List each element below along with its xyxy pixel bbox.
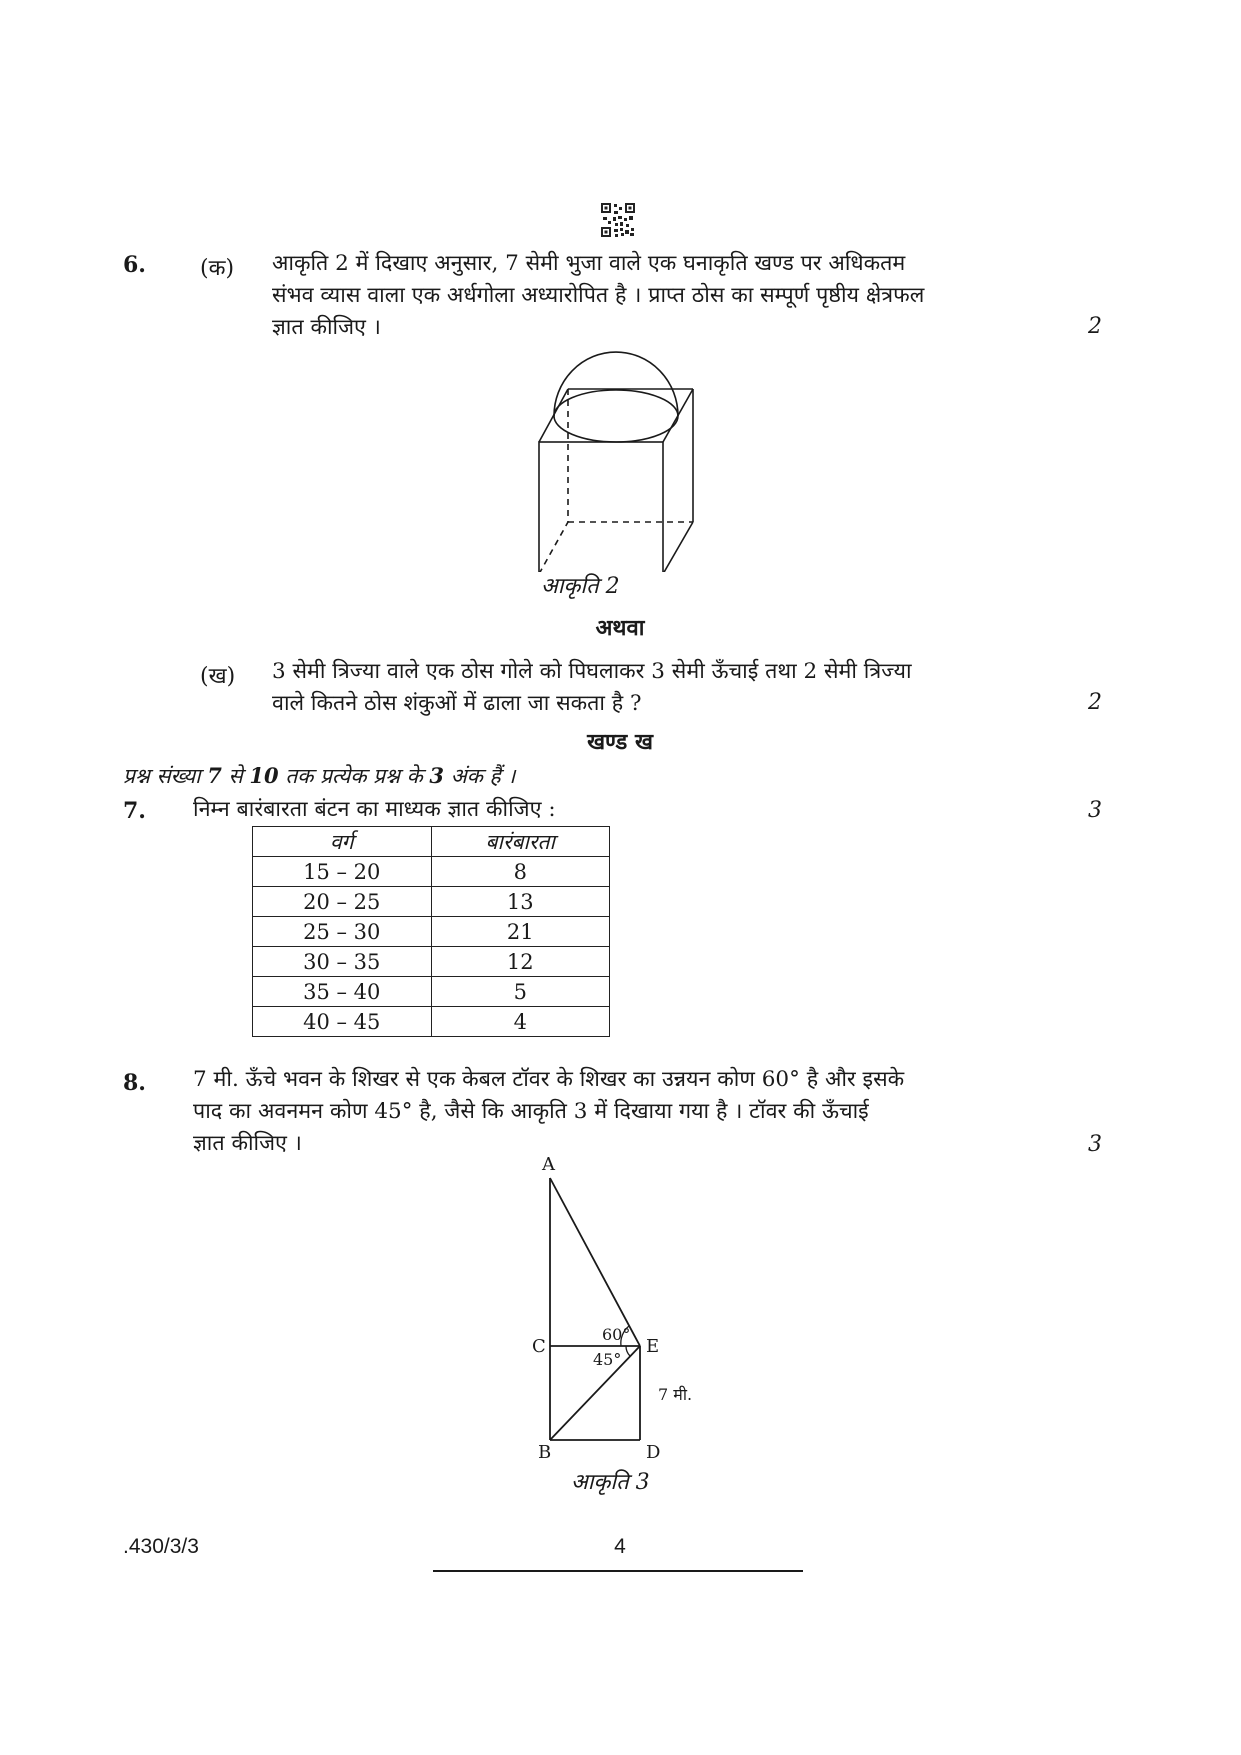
table-cell: 25 – 30: [253, 917, 432, 947]
q7-marks: 3: [1088, 798, 1102, 823]
footer-divider: [433, 1570, 803, 1572]
qr-code-icon: [601, 203, 635, 237]
instruction-bold-number: 3: [429, 763, 445, 788]
table-cell: 4: [431, 1007, 610, 1037]
table-header-frequency: बारंबारता: [431, 827, 610, 857]
or-text: अथवा: [595, 615, 645, 641]
instruction-bold-number: 10: [249, 763, 279, 788]
table-row: [253, 887, 610, 917]
label-b: B: [538, 1442, 552, 1460]
frequency-table: [252, 826, 610, 1037]
paper-code: .430/3/3: [123, 1535, 199, 1558]
q6a-line2: संभव व्यास वाला एक अर्धगोला अध्यारोपित है । प्राप्त ठोस का सम्पूर्ण पृष्ठीय क्षेत्रफल: [272, 283, 925, 308]
label-a: A: [542, 1154, 555, 1175]
table-header-row: [253, 827, 610, 857]
q6-number: 6.: [123, 252, 146, 278]
line-ae: [550, 1178, 640, 1346]
angle-45-arc: [626, 1346, 630, 1356]
q6a-text: [272, 248, 1052, 344]
angle-60-label: 60°: [602, 1325, 631, 1344]
instruction-part: अंक हैं ।: [444, 764, 516, 788]
table-row: [253, 917, 610, 947]
q6b-marks: 2: [1088, 690, 1102, 715]
q6a-line1: आकृति 2 में दिखाए अनुसार, 7 सेमी भुजा वाले एक घनाकृति खण्ड पर अधिकतम: [272, 251, 906, 276]
q6b-text: [272, 656, 1052, 720]
label-d: D: [646, 1442, 661, 1460]
table-cell: 13: [431, 887, 610, 917]
section-b-instruction: [123, 762, 515, 790]
q6a-line3: ज्ञात कीजिए ।: [272, 315, 381, 340]
table-cell: 30 – 35: [253, 947, 432, 977]
instruction-part: प्रश्न संख्या: [123, 764, 208, 788]
table-cell: 15 – 20: [253, 857, 432, 887]
label-e: E: [646, 1336, 660, 1357]
figure-3-tower-building: [520, 1150, 720, 1460]
instruction-part: से: [221, 764, 250, 788]
q8-line1: 7 मी. ऊँचे भवन के शिखर से एक केबल टॉवर के शिखर का उन्नयन कोण 60° है और इसके: [193, 1067, 905, 1092]
q6a-label: (क): [200, 256, 235, 281]
table-cell: 12: [431, 947, 610, 977]
table-cell: 20 – 25: [253, 887, 432, 917]
figure-2-cube-hemisphere: [530, 332, 710, 572]
table-cell: 35 – 40: [253, 977, 432, 1007]
height-label: 7 मी.: [658, 1385, 693, 1404]
q6b-line1: 3 सेमी त्रिज्या वाले एक ठोस गोले को पिघलाकर 3 सेमी ऊँचाई तथा 2 सेमी त्रिज्या: [272, 659, 912, 684]
figure-3-caption: आकृति 3: [571, 1470, 650, 1495]
q6b-label: (ख): [200, 664, 236, 689]
label-c: C: [532, 1336, 546, 1357]
table-header-class: वर्ग: [253, 827, 432, 857]
q7-text: निम्न बारंबारता बंटन का माध्यक ज्ञात कीजिए :: [193, 797, 556, 822]
figure-2-caption: आकृति 2: [541, 574, 620, 599]
section-b-title: खण्ड ख: [587, 729, 653, 755]
angle-45-label: 45°: [593, 1350, 622, 1369]
table-row: [253, 947, 610, 977]
page-number: 4: [614, 1535, 626, 1558]
table-cell: 21: [431, 917, 610, 947]
table-cell: 5: [431, 977, 610, 1007]
q6b-line2: वाले कितने ठोस शंकुओं में ढाला जा सकता है ?: [272, 691, 642, 716]
table-cell: 40 – 45: [253, 1007, 432, 1037]
table-row: [253, 977, 610, 1007]
table-row: [253, 1007, 610, 1037]
q8-line3: ज्ञात कीजिए ।: [193, 1131, 302, 1156]
q8-number: 8.: [123, 1070, 146, 1096]
q8-line2: पाद का अवनमन कोण 45° है, जैसे कि आकृति 3 में दिखाया गया है । टॉवर की ऊँचाई: [193, 1099, 869, 1124]
instruction-bold-number: 7: [207, 763, 222, 788]
table-cell: 8: [431, 857, 610, 887]
q7-number: 7.: [123, 798, 146, 824]
q6a-marks: 2: [1088, 314, 1102, 339]
q8-marks: 3: [1088, 1132, 1102, 1157]
instruction-part: तक प्रत्येक प्रश्न के: [278, 764, 430, 788]
q8-text: [193, 1064, 1053, 1160]
table-row: [253, 857, 610, 887]
